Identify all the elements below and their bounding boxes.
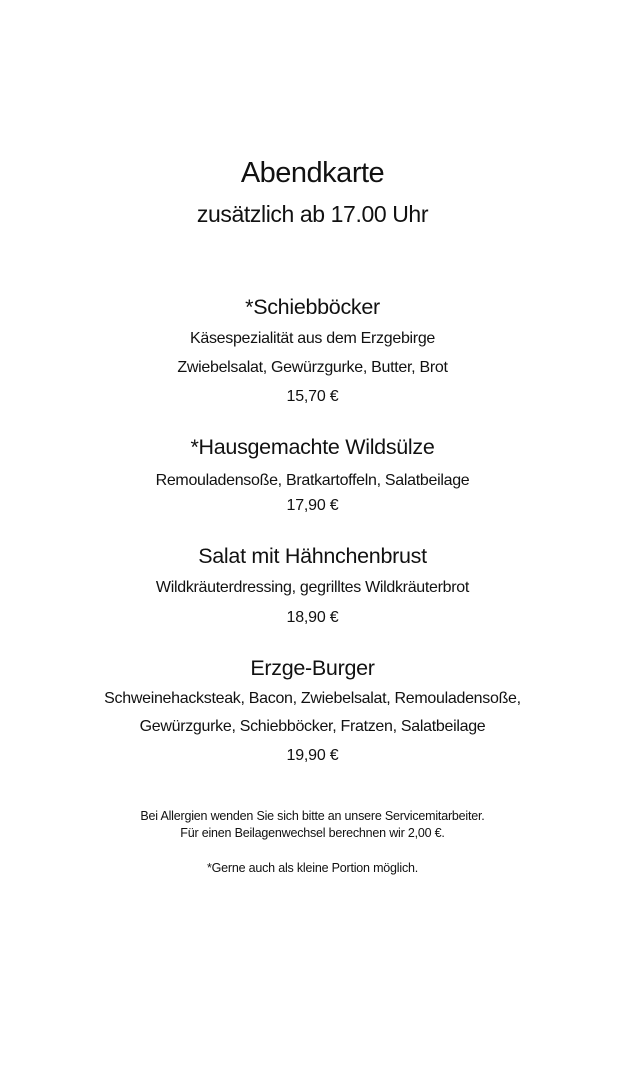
dish-description: Zwiebelsalat, Gewürzgurke, Butter, Brot <box>177 359 448 376</box>
dish-name: *Schiebböcker <box>245 295 380 319</box>
dish-price: 15,70 € <box>286 388 339 405</box>
allergy-note: Bei Allergien wenden Sie sich bitte an unsere Servicemitarbeiter. <box>140 809 485 823</box>
menu-subtitle: zusätzlich ab 17.00 Uhr <box>196 201 429 227</box>
dish-price: 19,90 € <box>286 747 339 764</box>
side-change-note: Für einen Beilagenwechsel berechnen wir 2,00 €. <box>180 826 445 840</box>
dish-description: Schweinehacksteak, Bacon, Zwiebelsalat, Remouladensoße, <box>104 690 521 707</box>
small-portion-note: *Gerne auch als kleine Portion möglich. <box>206 861 419 875</box>
dish-description: Gewürzgurke, Schiebböcker, Fratzen, Salatbeilage <box>139 718 486 735</box>
menu-title: Abendkarte <box>240 157 385 189</box>
dish-description: Remouladensoße, Bratkartoffeln, Salatbeilage <box>155 472 470 489</box>
dish-description: Käsespezialität aus dem Erzgebirge <box>189 330 436 347</box>
dish-name: Salat mit Hähnchenbrust <box>198 544 427 568</box>
dish-price: 18,90 € <box>286 609 339 626</box>
dish-description: Wildkräuterdressing, gegrilltes Wildkräuterbrot <box>155 579 470 596</box>
dish-name: Erzge-Burger <box>250 656 375 680</box>
dish-name: *Hausgemachte Wildsülze <box>190 435 435 459</box>
dish-price: 17,90 € <box>286 497 339 514</box>
